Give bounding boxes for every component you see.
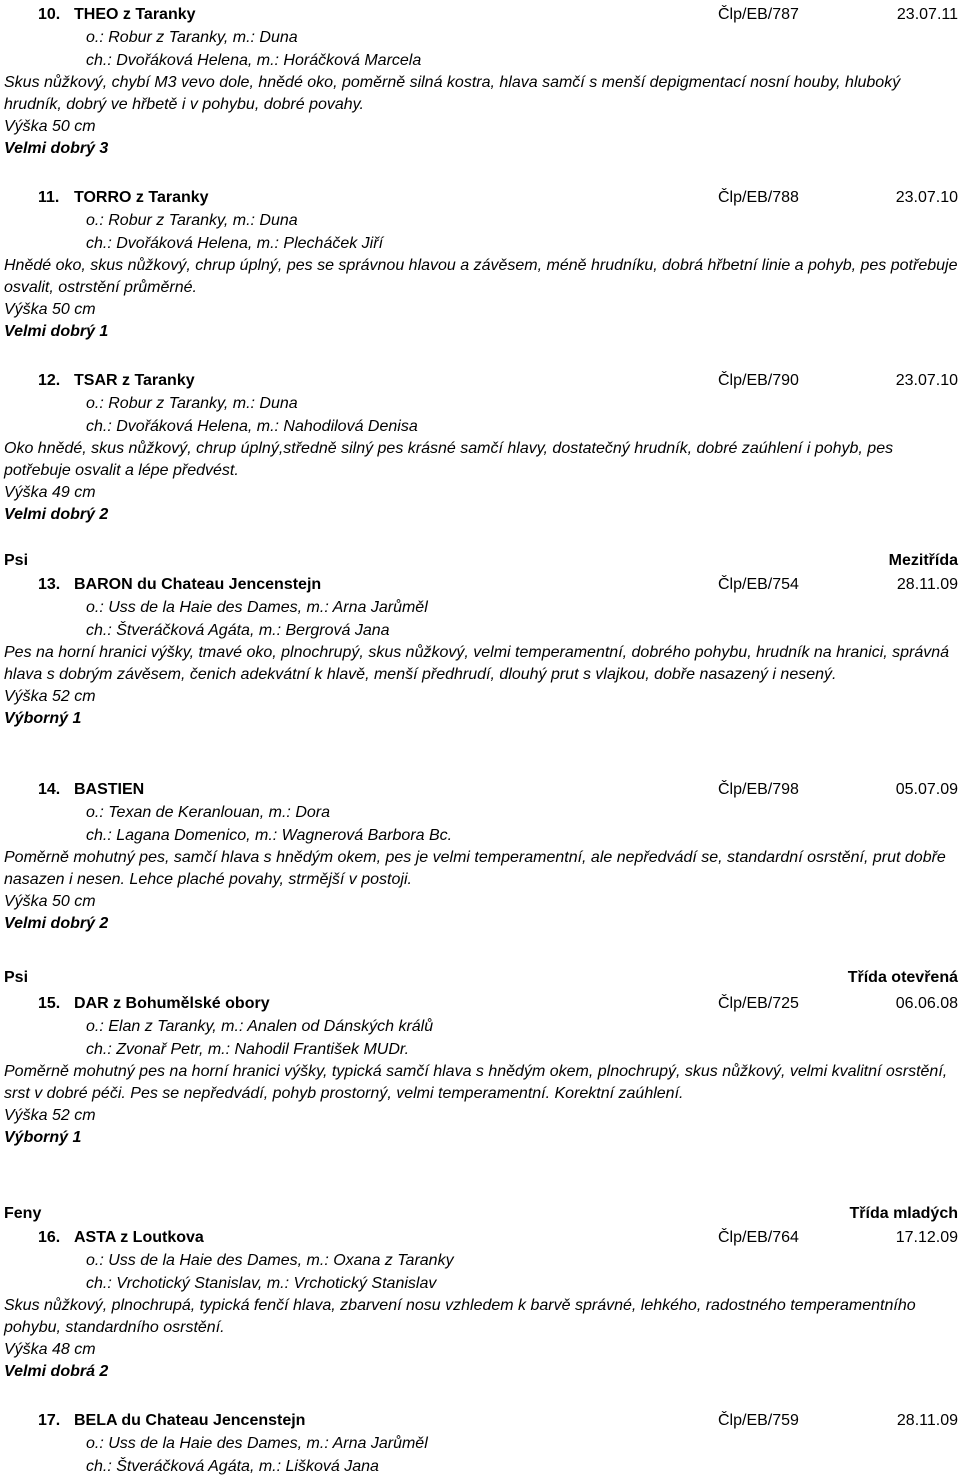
grade-result: Velmi dobrá 2 [4,1363,109,1380]
section-class-label: Třída otevřená [847,969,958,986]
entry-number: 16. [38,1229,61,1246]
section-sex-label: Psi [4,552,29,569]
birth-date: 17.12.09 [895,1229,958,1246]
dog-name: BELA du Chateau Jencenstejn [74,1412,306,1429]
dog-name: DAR z Bohumělské obory [74,995,270,1012]
dog-name: TORRO z Taranky [74,189,209,206]
registration-number: Člp/EB/787 [718,6,799,23]
grade-result: Velmi dobrý 2 [4,506,109,523]
entry-number: 13. [38,576,61,593]
height-measurement: Výška 48 cm [4,1341,96,1358]
height-measurement: Výška 52 cm [4,1107,96,1124]
parents-line: o.: Elan z Taranky, m.: Analen od Dánských králů [86,1018,434,1035]
dog-name: BARON du Chateau Jencenstejn [74,576,322,593]
parents-line: o.: Robur z Taranky, m.: Duna [86,395,298,412]
grade-result: Výborný 1 [4,710,82,727]
registration-number: Člp/EB/754 [718,576,799,593]
section-class-label: Třída mladých [849,1205,958,1222]
dog-entry [4,992,958,1149]
breeder-owner-line: ch.: Štveráčková Agáta, m.: Lišková Jana [86,1458,379,1475]
entry-number: 12. [38,372,61,389]
dog-entry [4,3,958,160]
dog-entry [4,369,958,526]
dog-entry [4,778,958,935]
birth-date: 23.07.10 [895,372,958,389]
section-sex-label: Psi [4,969,29,986]
dog-entry [4,186,958,343]
entry-title-row [4,778,958,801]
breeder-owner-line: ch.: Dvořáková Helena, m.: Nahodilová Denisa [86,418,418,435]
parents-line: o.: Texan de Keranlouan, m.: Dora [86,804,330,821]
entry-title-row [4,3,958,26]
entry-title-row [4,1409,958,1432]
grade-result: Velmi dobrý 2 [4,915,109,932]
entry-number: 10. [38,6,61,23]
breeder-owner-line: ch.: Štveráčková Agáta, m.: Bergrová Jana [86,622,390,639]
parents-line: o.: Uss de la Haie des Dames, m.: Arna Jarůměl [86,599,428,616]
breeder-owner-line: ch.: Dvořáková Helena, m.: Plecháček Jiří [86,235,384,252]
birth-date: 23.07.11 [896,6,958,23]
breeder-owner-line: ch.: Zvonař Petr, m.: Nahodil František MUDr. [86,1041,410,1058]
height-measurement: Výška 50 cm [4,118,96,135]
registration-number: Člp/EB/788 [718,189,799,206]
dog-name: BASTIEN [74,781,145,798]
section-header [4,549,958,572]
parents-line: o.: Robur z Taranky, m.: Duna [86,29,298,46]
entry-title-row [4,992,958,1015]
registration-number: Člp/EB/790 [718,372,799,389]
dog-entry [4,573,958,730]
dog-name: THEO z Taranky [74,6,196,23]
birth-date: 28.11.09 [896,1412,958,1429]
breeder-owner-line: ch.: Dvořáková Helena, m.: Horáčková Marcela [86,52,422,69]
parents-line: o.: Uss de la Haie des Dames, m.: Oxana z Taranky [86,1252,454,1269]
entry-title-row [4,186,958,209]
parents-line: o.: Robur z Taranky, m.: Duna [86,212,298,229]
judge-description: Hnědé oko, skus nůžkový, chrup úplný, pes se správnou hlavou a závěsem, méně hrudníku, dobrá hřbetní linie a pohyb, pes potřebuje osvalit, ostrstění průměrné. [4,257,958,296]
grade-result: Výborný 1 [4,1129,82,1146]
entry-number: 14. [38,781,61,798]
entry-number: 11. [38,189,60,206]
parents-line: o.: Uss de la Haie des Dames, m.: Arna Jarůměl [86,1435,428,1452]
grade-result: Velmi dobrý 1 [4,323,109,340]
birth-date: 23.07.10 [895,189,958,206]
entry-title-row [4,573,958,596]
birth-date: 28.11.09 [896,576,958,593]
grade-result: Velmi dobrý 3 [4,140,109,157]
dog-name: ASTA z Loutkova [74,1229,204,1246]
registration-number: Člp/EB/759 [718,1412,799,1429]
section-header [4,1202,958,1225]
breeder-owner-line: ch.: Vrchotický Stanislav, m.: Vrchotický Stanislav [86,1275,437,1292]
entry-title-row [4,1226,958,1249]
registration-number: Člp/EB/798 [718,781,799,798]
entry-title-row [4,369,958,392]
judge-description: Skus nůžkový, plnochrupá, typická fenčí hlava, zbarvení nosu vzhledem k barvě správné, lehkého, radostného temperamentního pohybu, standardního osrstění. [4,1297,916,1336]
height-measurement: Výška 50 cm [4,301,96,318]
section-header [4,966,958,989]
birth-date: 05.07.09 [895,781,958,798]
judge-description: Oko hnědé, skus nůžkový, chrup úplný,středně silný pes krásné samčí hlavy, dostatečný hrudník, dobré zaúhlení i pohyb, pes potřebuje osvalit a lépe předvést. [4,440,894,479]
height-measurement: Výška 52 cm [4,688,96,705]
entry-number: 15. [38,995,61,1012]
dog-name: TSAR z Taranky [74,372,195,389]
section-sex-label: Feny [4,1205,42,1222]
breeder-owner-line: ch.: Lagana Domenico, m.: Wagnerová Barbora Bc. [86,827,453,844]
judge-description: Poměrně mohutný pes, samčí hlava s hnědým okem, pes je velmi temperamentní, ale nepředvádí se, standardní osrstění, prut dobře nasazen i nesen. Lehce plaché povahy, strmější v postoji. [4,849,946,888]
height-measurement: Výška 50 cm [4,893,96,910]
entry-number: 17. [38,1412,61,1429]
judge-description: Poměrně mohutný pes na horní hranici výšky, typická samčí hlava s hnědým okem, plnochrupý, skus nůžkový, velmi kvalitní osrstění, srst v dobré péči. Pes se nepředvádí, pohyb prostorný, velmi temperamentní. Korektní zaúhlení. [4,1063,948,1102]
dog-entry [4,1409,958,1478]
birth-date: 06.06.08 [895,995,958,1012]
registration-number: Člp/EB/725 [718,995,799,1012]
judge-description: Skus nůžkový, chybí M3 vevo dole, hnědé oko, poměrně silná kostra, hlava samčí s menší depigmentací nosní houby, hluboký hrudník, dobrý ve hřbetě i v pohybu, dobré povahy. [4,74,901,113]
section-class-label: Mezitřída [888,552,958,569]
height-measurement: Výška 49 cm [4,484,96,501]
dog-entry [4,1226,958,1383]
judge-description: Pes na horní hranici výšky, tmavé oko, plnochrupý, skus nůžkový, velmi temperamentní, dobrého pohybu, hrudník na hranici, správná hlava s dobrým závěsem, čenich adekvátní k hlavě, menší předhrudí, dlouhý prut s vlajkou, dobře nasazený i nesený. [4,644,950,683]
registration-number: Člp/EB/764 [718,1229,799,1246]
